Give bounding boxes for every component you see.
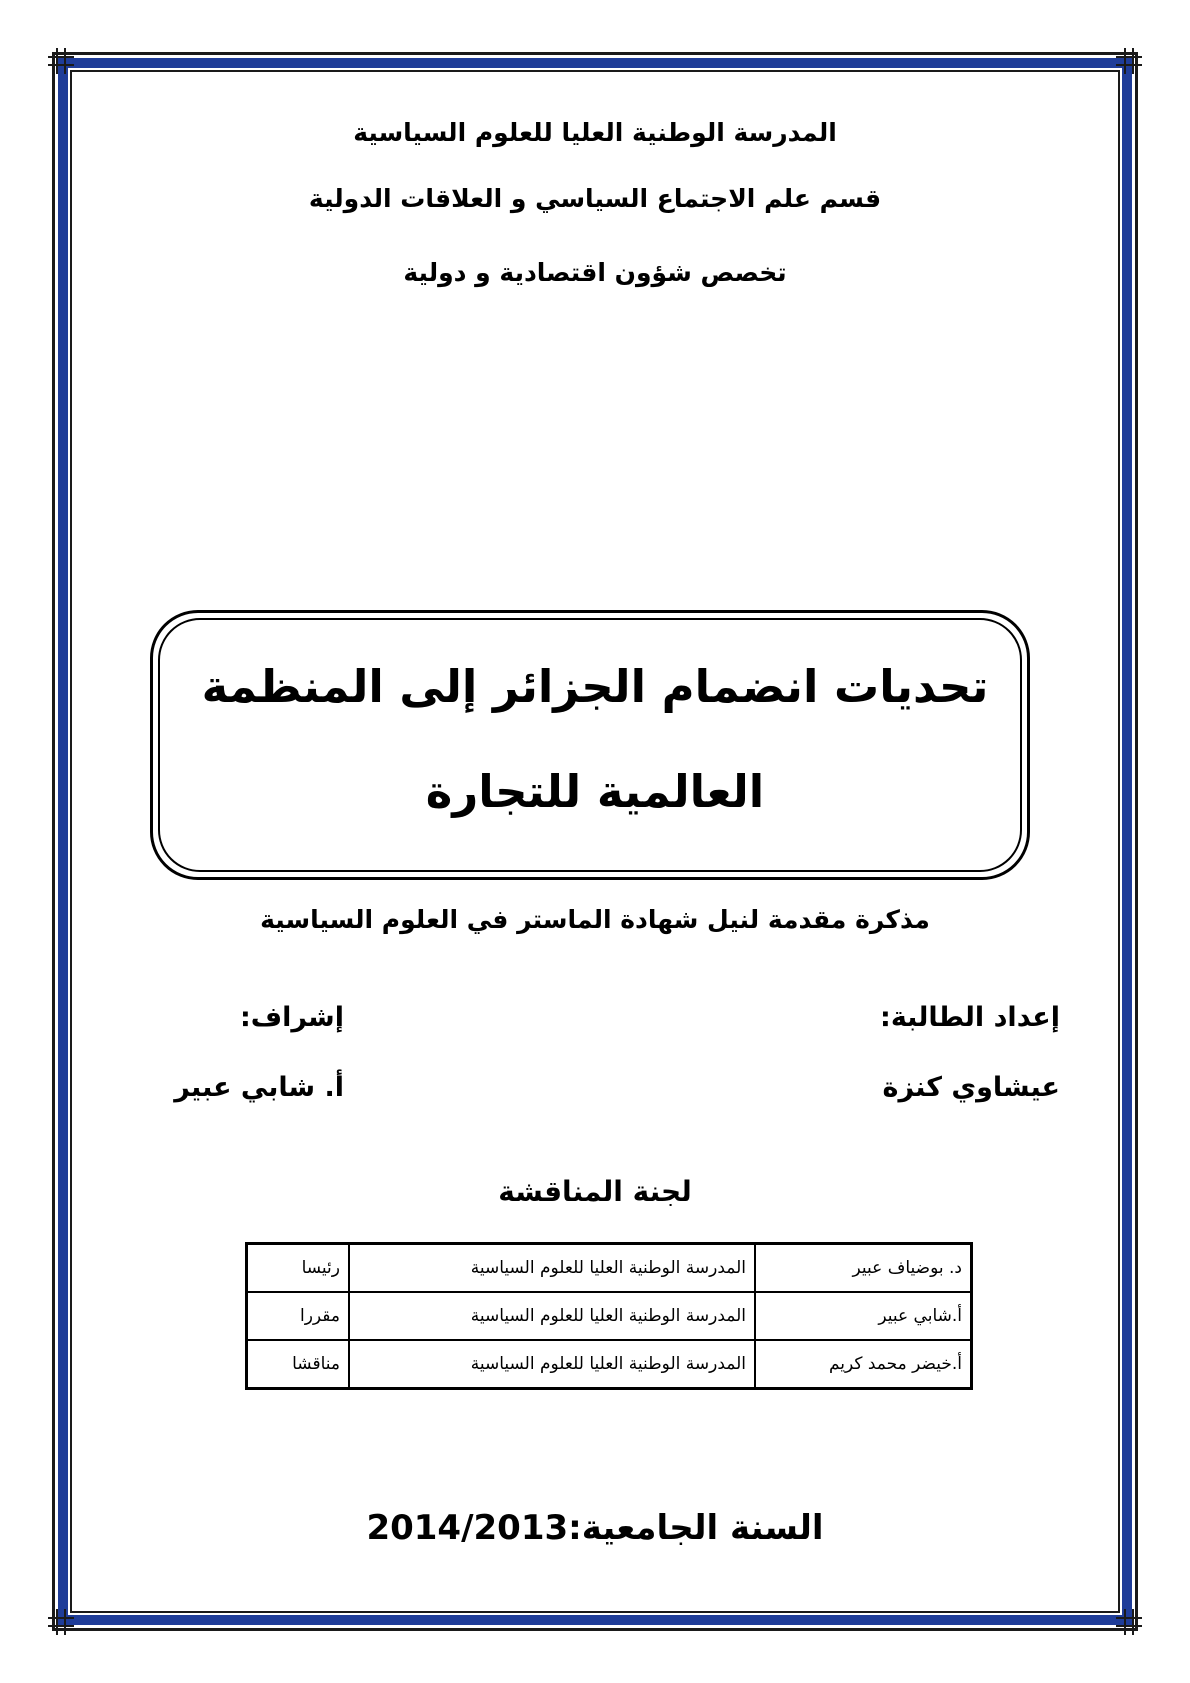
frame-corner-bottom-right [1116,1609,1142,1635]
thesis-title-line-2: العالمية للتجارة [425,765,765,818]
frame-corner-bottom-left [48,1609,74,1635]
member-role: رئيسا [247,1244,350,1293]
student-name: عيشاوي كنزة [882,1072,1060,1103]
member-role: مناقشا [247,1340,350,1389]
committee-title: لجنة المناقشة [498,1175,692,1208]
frame-corner-top-left [48,48,74,74]
committee-table [245,1242,973,1390]
title-box-inner-border [158,618,1022,872]
school-name: المدرسة الوطنية العليا للعلوم السياسية [353,118,837,147]
supervisor-name: أ. شابي عبير [174,1072,344,1103]
student-label: إعداد الطالبة: [880,1002,1060,1033]
member-institution: المدرسة الوطنية العليا للعلوم السياسية [349,1244,755,1293]
thesis-subtitle: مذكرة مقدمة لنيل شهادة الماستر في العلوم السياسية [260,905,930,934]
thesis-title-line-1: تحديات انضمام الجزائر إلى المنظمة [201,660,989,713]
academic-year: السنة الجامعية:2014/2013 [366,1508,824,1548]
member-name: د. بوضياف عبير [755,1244,972,1293]
frame-corner-top-right [1116,48,1142,74]
member-role: مقررا [247,1292,350,1340]
table-row [247,1244,972,1293]
table-row [247,1292,972,1340]
specialty-name: تخصص شؤون اقتصادية و دولية [403,258,787,287]
department-name: قسم علم الاجتماع السياسي و العلاقات الدولية [308,184,882,213]
table-row [247,1340,972,1389]
member-name: أ.شابي عبير [755,1292,972,1340]
member-institution: المدرسة الوطنية العليا للعلوم السياسية [349,1292,755,1340]
member-name: أ.خيضر محمد كريم [755,1340,972,1389]
member-institution: المدرسة الوطنية العليا للعلوم السياسية [349,1340,755,1389]
supervisor-label: إشراف: [239,1002,344,1033]
